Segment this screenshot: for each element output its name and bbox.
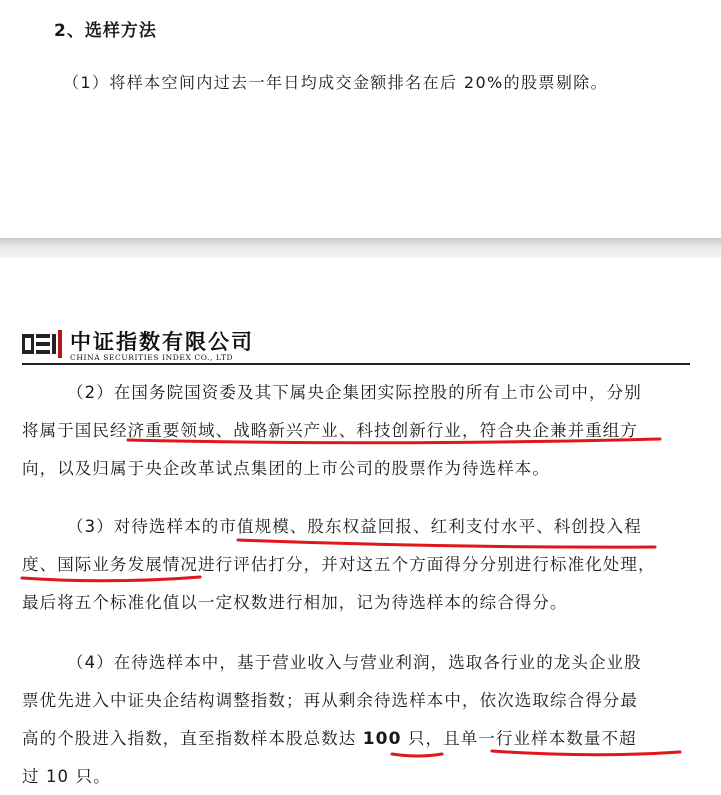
company-logo xyxy=(22,326,292,366)
company-name-en: CHINA SECURITIES INDEX CO., LTD xyxy=(70,353,234,362)
section-heading: 2、选样方法 xyxy=(54,21,157,41)
item-2-line-2: 将属于国民经济重要领域、战略新兴产业、科技创新行业，符合央企兼并重组方 xyxy=(22,421,638,440)
item-4-line-1: （4）在待选样本中，基于营业收入与营业利润，选取各行业的龙头企业股 xyxy=(67,653,642,672)
item-2-line-1: （2）在国务院国资委及其下属央企集团实际控股的所有上市公司中，分别 xyxy=(67,383,642,402)
item-1-text: （1）将样本空间内过去一年日均成交金额排名在后 20%的股票剔除。 xyxy=(63,73,609,92)
page-top xyxy=(0,0,721,238)
item-4-line-4: 过 10 只。 xyxy=(22,767,111,786)
item-3-line-1: （3）对待选样本的市值规模、股东权益回报、红利支付水平、科创投入程 xyxy=(67,517,642,536)
page-separator xyxy=(0,238,721,258)
item-2-line-3: 向，以及归属于央企改革试点集团的上市公司的股票作为待选样本。 xyxy=(22,459,550,478)
item-3-line-3: 最后将五个标准化值以一定权数进行相加，记为待选样本的综合得分。 xyxy=(22,593,568,612)
item-4-line-3-after: 只，且单一行业样本数量不超 xyxy=(401,729,637,748)
item-3 xyxy=(22,508,694,622)
index-constituent-count: 100 xyxy=(362,729,402,749)
item-4-line-2: 票优先进入中证央企结构调整指数；再从剩余待选样本中，依次选取综合得分最 xyxy=(22,691,638,710)
header-divider xyxy=(22,363,690,365)
item-4-line-3 xyxy=(22,720,694,758)
company-name-cn: 中证指数有限公司 xyxy=(70,330,254,354)
item-3-line-2: 度、国际业务发展情况进行评估打分，并对这五个方面得分分别进行标准化处理， xyxy=(22,555,656,574)
item-4-line-3-before: 高的个股进入指数，直至指数样本股总数达 xyxy=(22,729,363,748)
item-2 xyxy=(22,374,694,488)
item-4 xyxy=(22,644,694,795)
csi-logo-icon xyxy=(22,330,66,358)
